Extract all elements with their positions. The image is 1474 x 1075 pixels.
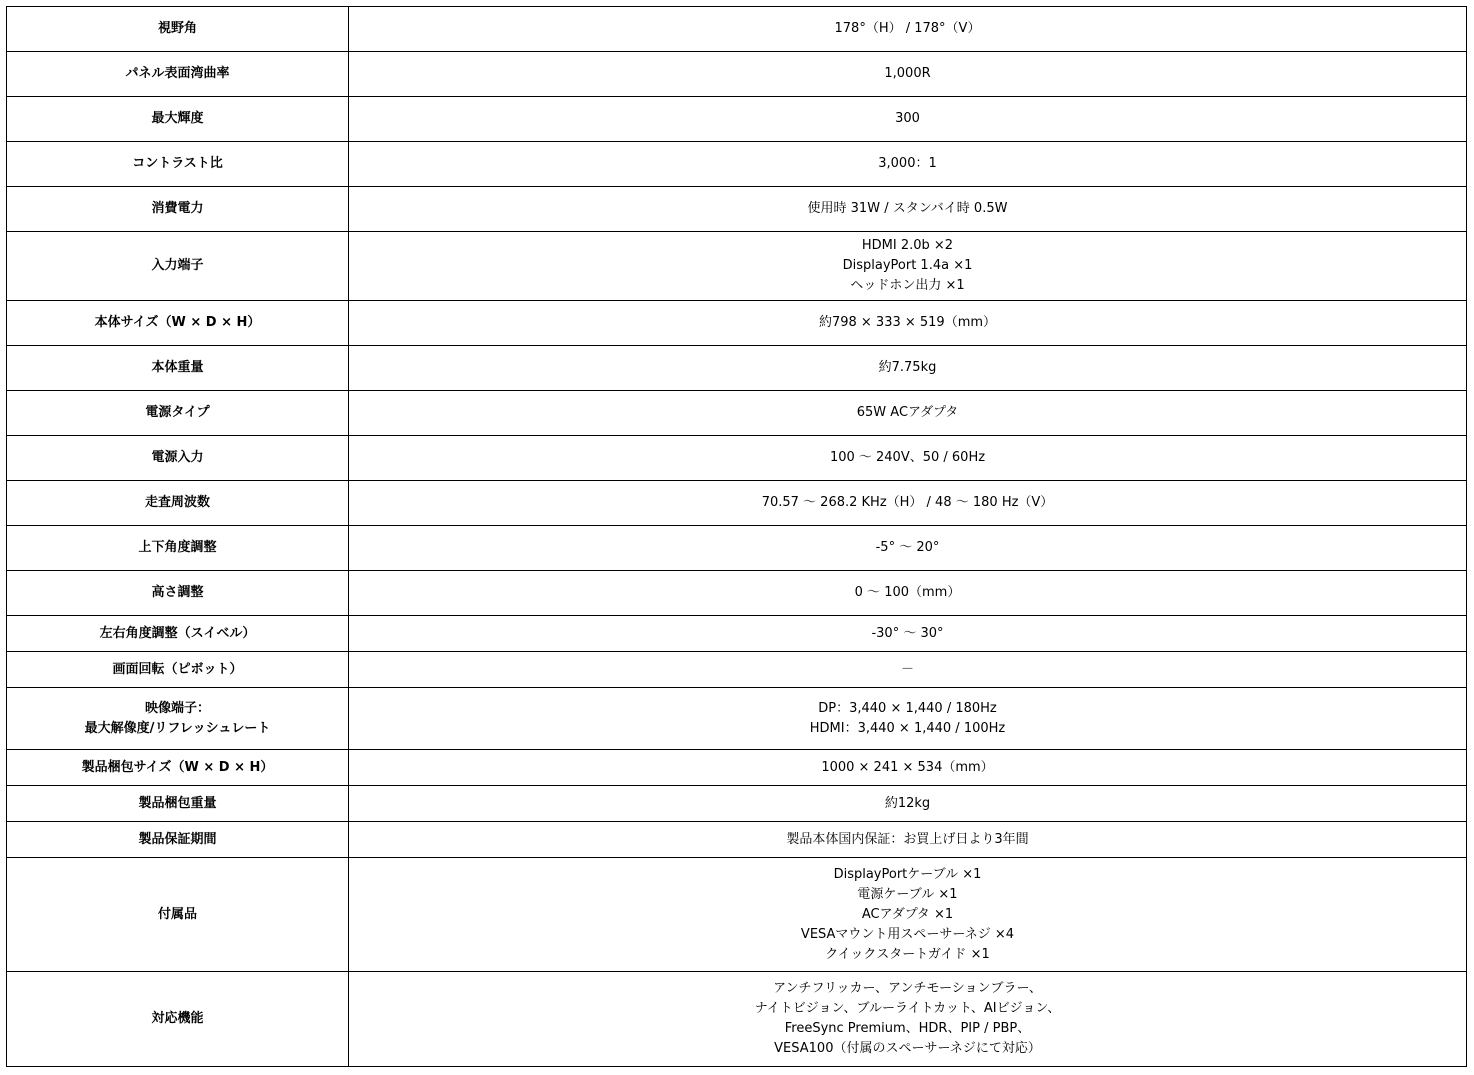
spec-value: -30° ～ 30°: [349, 616, 1467, 652]
table-row: [7, 822, 1467, 858]
table-row: [7, 346, 1467, 391]
spec-value: 0 ～ 100（mm）: [349, 571, 1467, 616]
spec-value: 3,000：1: [349, 142, 1467, 187]
spec-value: 300: [349, 97, 1467, 142]
table-row: [7, 688, 1467, 750]
spec-value: －: [349, 652, 1467, 688]
spec-value: HDMI 2.0b ×2 DisplayPort 1.4a ×1 ヘッドホン出力 ×1: [349, 232, 1467, 301]
spec-label: 入力端子: [7, 232, 349, 301]
spec-value: 65W ACアダプタ: [349, 391, 1467, 436]
spec-label: 上下角度調整: [7, 526, 349, 571]
spec-label: 製品保証期間: [7, 822, 349, 858]
spec-value: 70.57 ～ 268.2 KHz（H） / 48 ～ 180 Hz（V）: [349, 481, 1467, 526]
spec-label: 視野角: [7, 7, 349, 52]
spec-label: 左右角度調整（スイベル）: [7, 616, 349, 652]
spec-value: 約12kg: [349, 786, 1467, 822]
spec-label: 消費電力: [7, 187, 349, 232]
spec-value: 約798 × 333 × 519（mm）: [349, 301, 1467, 346]
spec-label: 画面回転（ピボット）: [7, 652, 349, 688]
spec-value: 178°（H） / 178°（V）: [349, 7, 1467, 52]
spec-value: 製品本体国内保証：お買上げ日より3年間: [349, 822, 1467, 858]
table-row: [7, 972, 1467, 1067]
spec-label: コントラスト比: [7, 142, 349, 187]
spec-table: [6, 6, 1467, 1067]
spec-label: 対応機能: [7, 972, 349, 1067]
table-row: [7, 616, 1467, 652]
table-row: [7, 652, 1467, 688]
table-row: [7, 301, 1467, 346]
spec-label: 高さ調整: [7, 571, 349, 616]
table-row: [7, 858, 1467, 972]
spec-value: 1000 × 241 × 534（mm）: [349, 750, 1467, 786]
table-row: [7, 436, 1467, 481]
spec-label: 本体サイズ（W × D × H）: [7, 301, 349, 346]
spec-label: 製品梱包重量: [7, 786, 349, 822]
spec-value: 約7.75kg: [349, 346, 1467, 391]
spec-value: アンチフリッカー、アンチモーションブラー、 ナイトビジョン、ブルーライトカット、AIビジョン、 FreeSync Premium、HDR、PIP / PBP、 VESA100（付属のスペーサーネジにて対応）: [349, 972, 1467, 1067]
spec-value: -5° ～ 20°: [349, 526, 1467, 571]
spec-label: 付属品: [7, 858, 349, 972]
table-row: [7, 571, 1467, 616]
spec-value: DP：3,440 × 1,440 / 180Hz HDMI：3,440 × 1,440 / 100Hz: [349, 688, 1467, 750]
table-row: [7, 786, 1467, 822]
spec-label: 走査周波数: [7, 481, 349, 526]
spec-value: 100 ～ 240V、50 / 60Hz: [349, 436, 1467, 481]
spec-label: パネル表面湾曲率: [7, 52, 349, 97]
spec-value: DisplayPortケーブル ×1 電源ケーブル ×1 ACアダプタ ×1 VESAマウント用スペーサーネジ ×4 クイックスタートガイド ×1: [349, 858, 1467, 972]
spec-label: 映像端子： 最大解像度/リフレッシュレート: [7, 688, 349, 750]
spec-label: 電源タイプ: [7, 391, 349, 436]
table-row: [7, 391, 1467, 436]
table-row: [7, 52, 1467, 97]
table-row: [7, 481, 1467, 526]
spec-label: 電源入力: [7, 436, 349, 481]
table-row: [7, 187, 1467, 232]
spec-label: 最大輝度: [7, 97, 349, 142]
table-row: [7, 526, 1467, 571]
table-row: [7, 97, 1467, 142]
table-row: [7, 142, 1467, 187]
spec-label: 本体重量: [7, 346, 349, 391]
spec-label: 製品梱包サイズ（W × D × H）: [7, 750, 349, 786]
spec-value: 1,000R: [349, 52, 1467, 97]
spec-value: 使用時 31W / スタンバイ時 0.5W: [349, 187, 1467, 232]
table-row: [7, 232, 1467, 301]
table-row: [7, 750, 1467, 786]
table-row: [7, 7, 1467, 52]
